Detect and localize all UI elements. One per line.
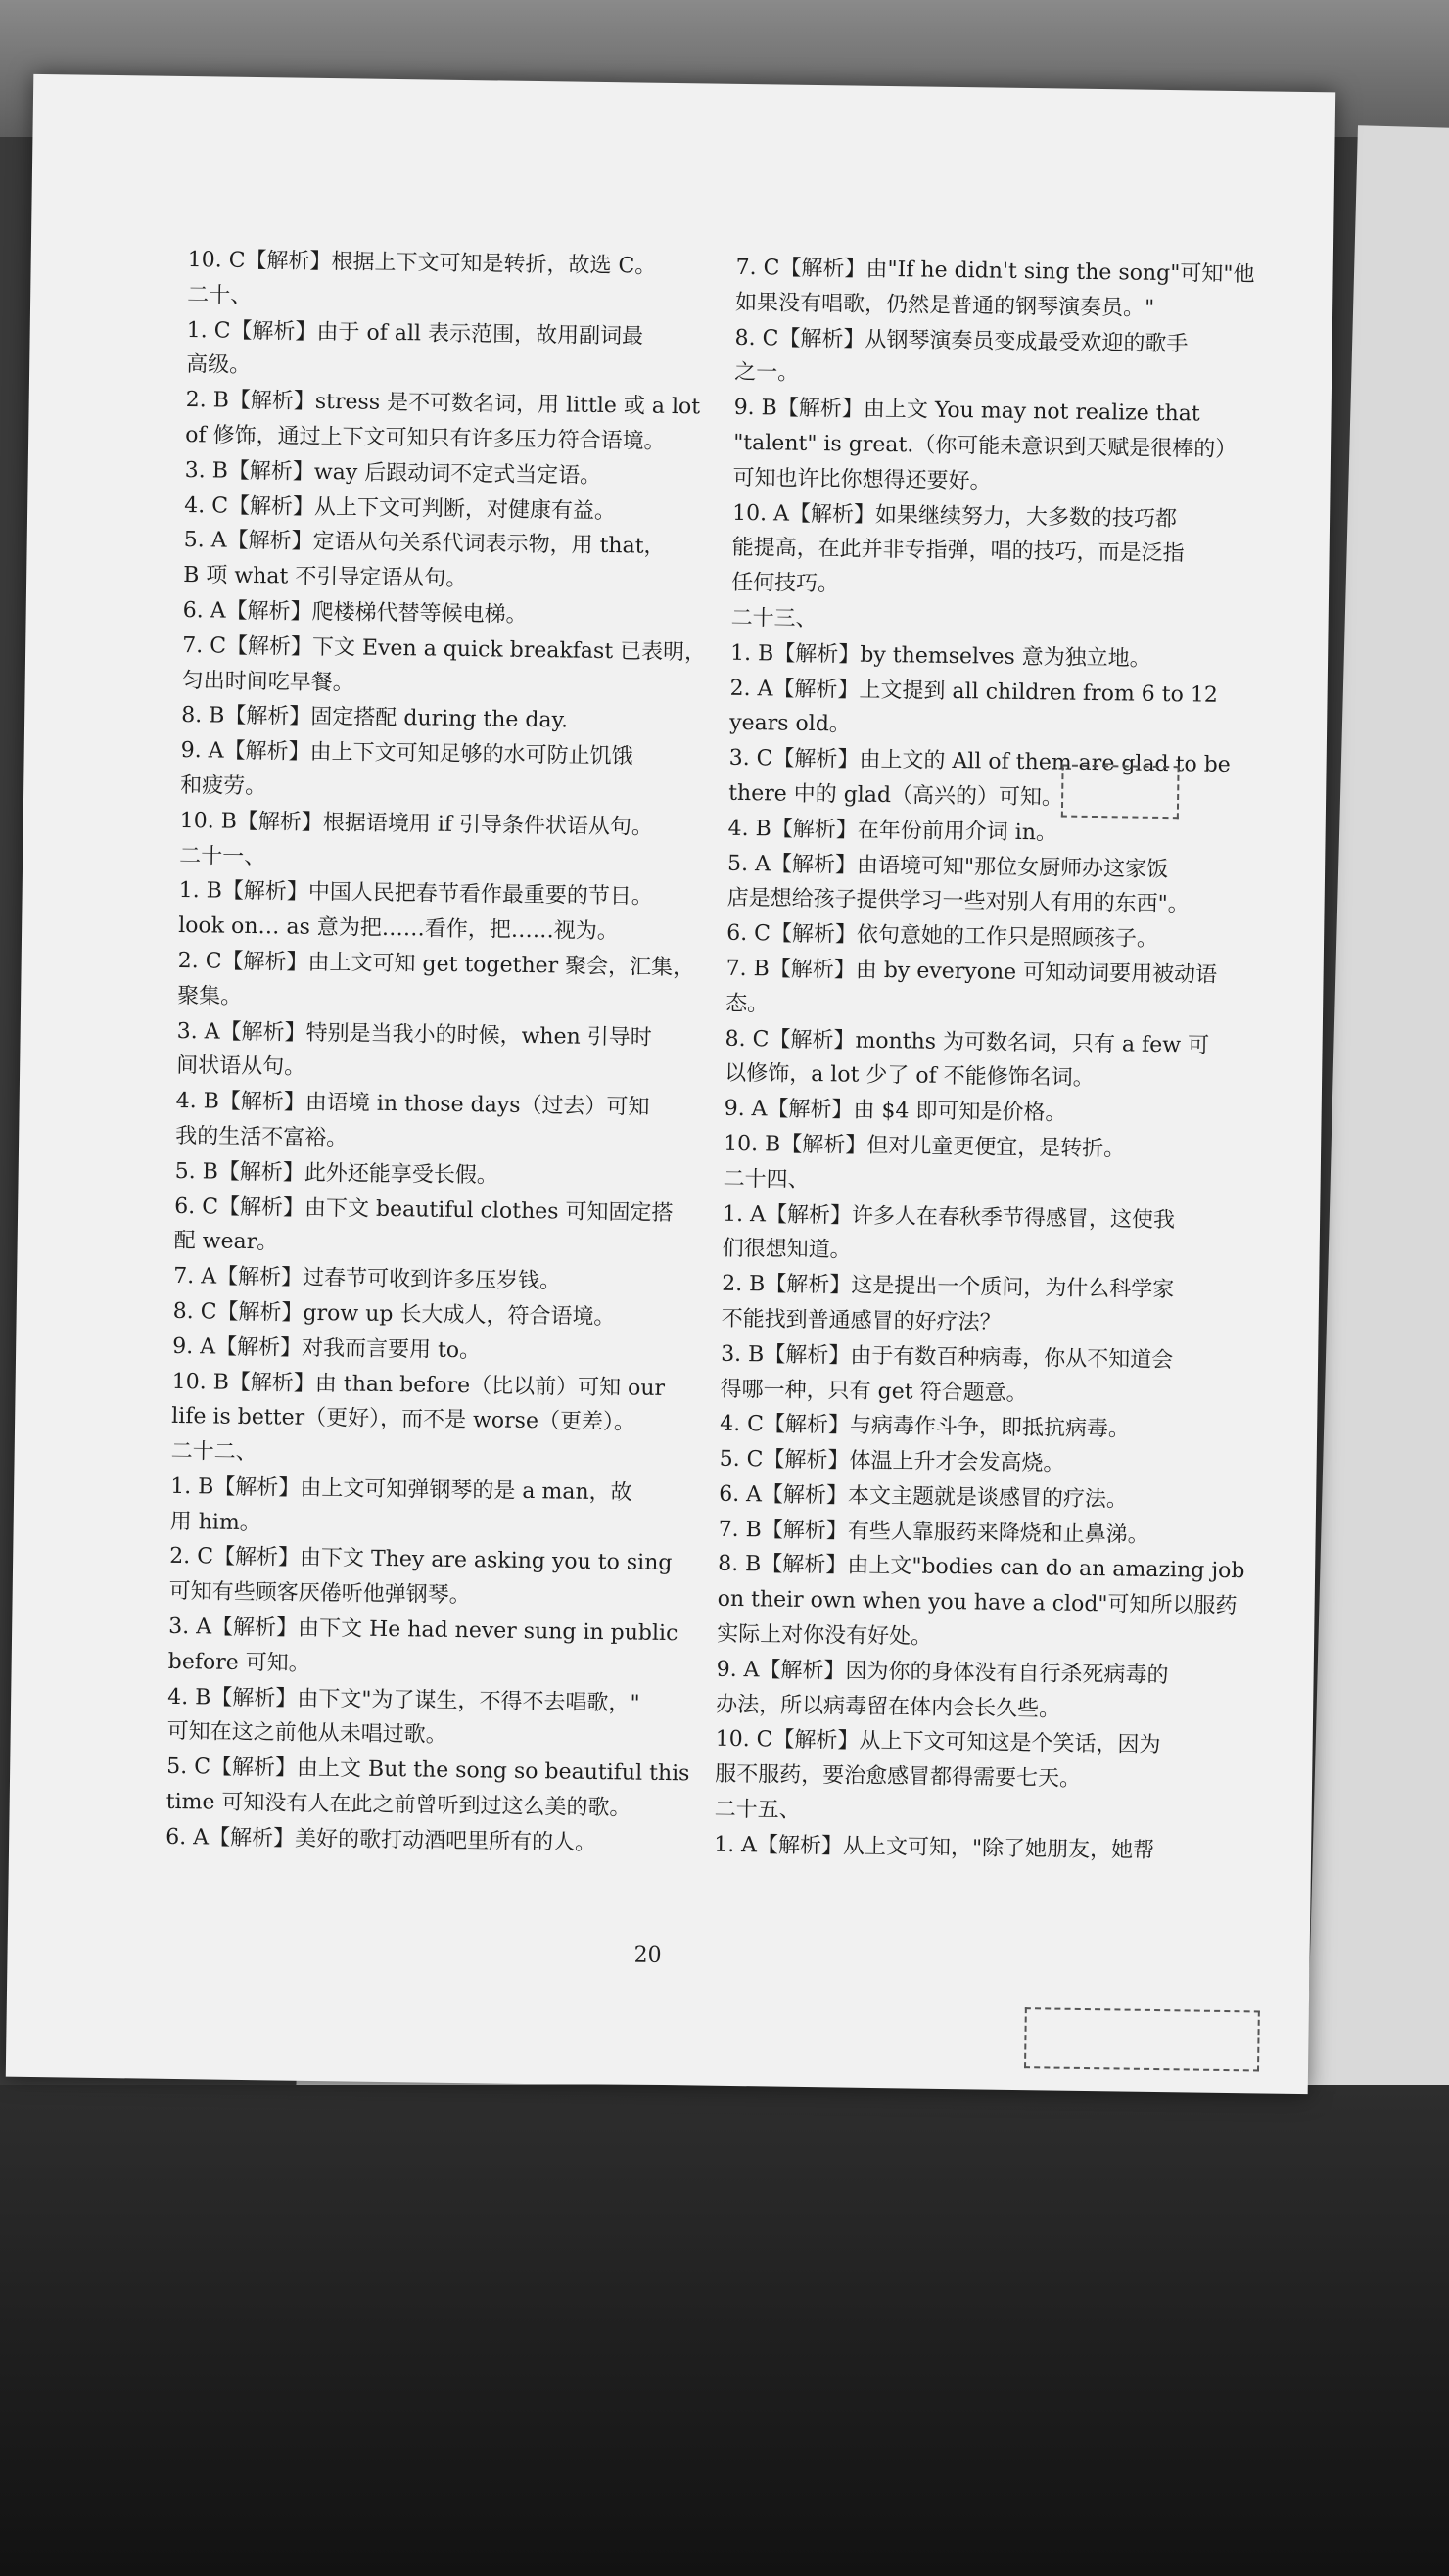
text-line: 如果没有唱歌，仍然是普通的钢琴演奏员。": [734, 290, 1155, 321]
text-line: 8. C【解析】从钢琴演奏员变成最受欢迎的歌手: [734, 325, 1189, 356]
text-line: of 修饰，通过上下文可知只有许多压力符合语境。: [185, 422, 666, 454]
text-line: 能提高，在此并非专指弹，唱的技巧，而是泛指: [731, 536, 1185, 567]
text-line: B 项 what 不引导定语从句。: [183, 563, 468, 592]
text-line: "talent" is great.（你可能未意识到天赋是很棒的）: [732, 430, 1238, 462]
text-line: 二十五、: [714, 1797, 801, 1823]
text-line: 4. B【解析】在年份前用介词 in。: [727, 816, 1058, 846]
text-line: 服不服药，要治愈感冒都得需要七天。: [714, 1761, 1082, 1793]
text-line: 可知有些顾客厌倦听他弹钢琴。: [168, 1579, 471, 1609]
text-line: 8. B【解析】由上文"bodies can do an amazing job: [717, 1552, 1245, 1584]
text-line: there 中的 glad（高兴的）可知。: [727, 780, 1064, 811]
text-line: 4. B【解析】由下文"为了谋生，不得不去唱歌，": [167, 1684, 640, 1716]
text-line: 得哪一种，只有 get 符合题意。: [720, 1377, 1028, 1406]
text-line: 3. B【解析】由于有数百种病毒，你从不知道会: [720, 1341, 1174, 1373]
text-line: 5. C【解析】体温上升才会发高烧。: [719, 1446, 1065, 1476]
text-line: 6. C【解析】由下文 beautiful clothes 可知固定搭: [174, 1194, 674, 1226]
text-line: 2. B【解析】stress 是不可数名词，用 little 或 a lot: [185, 388, 701, 420]
text-line: 任何技巧。: [730, 570, 840, 597]
text-line: 2. A【解析】上文提到 all children from 6 to 12: [729, 676, 1219, 708]
text-line: time 可知没有人在此之前曾听到过这么美的歌。: [165, 1789, 631, 1821]
text-line: 6. C【解析】依句意她的工作只是照顾孩子。: [725, 920, 1159, 953]
text-line: 8. C【解析】months 为可数名词，只有 a few 可: [724, 1026, 1210, 1058]
text-line: 1. B【解析】中国人民把春节看作最重要的节日。: [178, 878, 653, 911]
text-line: 匀出时间吃早餐。: [181, 668, 354, 696]
text-line: 用 him。: [169, 1509, 261, 1535]
text-line: 7. B【解析】有些人靠服药来降烧和止鼻涕。: [718, 1517, 1149, 1548]
text-line: 5. C【解析】由上文 But the song so beautiful this: [166, 1755, 690, 1787]
text-line: 1. C【解析】由于 of all 表示范围，故用副词最: [186, 317, 644, 350]
text-line: 态。: [724, 991, 770, 1017]
text-line: 10. B【解析】根据语境用 if 引导条件状语从句。: [179, 808, 654, 840]
text-line: 3. C【解析】由上文的 All of them are glad to be: [728, 745, 1231, 778]
text-line: 7. C【解析】下文 Even a quick breakfast 已表明，: [182, 632, 707, 666]
text-line: 2. B【解析】这是提出一个质问，为什么科学家: [721, 1271, 1175, 1303]
text-line: 1. A【解析】许多人在春秋季节得感冒，这使我: [722, 1201, 1176, 1233]
text-line: life is better（更好），而不是 worse（更差）。: [171, 1404, 636, 1435]
text-line: 2. C【解析】由下文 They are asking you to sing: [169, 1544, 673, 1576]
text-line: 我的生活不富裕。: [175, 1123, 349, 1151]
text-line: look on… as 意为把……看作，把……视为。: [178, 913, 620, 945]
text-line: 5. A【解析】定语从句关系代词表示物，用 that，: [183, 528, 666, 560]
text-line: 和疲劳。: [180, 773, 267, 800]
text-line: 2. C【解析】由上文可知 get together 聚会，汇集，: [177, 948, 695, 981]
text-line: 二十一、: [179, 843, 266, 869]
text-line: 10. A【解析】如果继续努力，大多数的技巧都: [731, 500, 1178, 532]
text-line: 8. B【解析】固定搭配 during the day.: [181, 703, 569, 733]
text-line: 9. A【解析】因为你的身体没有自行杀死病毒的: [716, 1657, 1169, 1689]
text-line: before 可知。: [167, 1649, 310, 1676]
text-line: 10. C【解析】根据上下文可知是转折，故选 C。: [187, 248, 657, 279]
text-line: 3. B【解析】way 后跟动词不定式当定语。: [184, 457, 602, 489]
watermark-stamp: [1024, 2007, 1260, 2071]
text-line: 聚集。: [177, 983, 243, 1009]
text-line: 7. A【解析】过春节可收到许多压岁钱。: [173, 1264, 562, 1294]
text-line: 二十三、: [730, 605, 818, 632]
text-line: 5. B【解析】此外还能享受长假。: [174, 1158, 499, 1189]
text-line: 二十、: [187, 282, 253, 308]
text-line: 们很想知道。: [722, 1237, 852, 1263]
text-line: 不能找到普通感冒的好疗法？: [721, 1306, 1002, 1335]
text-line: 3. A【解析】特别是当我小的时候，when 引导时: [176, 1018, 652, 1051]
text-line: 10. B【解析】但对儿童更便宜，是转折。: [723, 1131, 1126, 1162]
background-bottom: [0, 2085, 1449, 2576]
text-line: 办法，所以病毒留在体内会长久些。: [715, 1692, 1061, 1722]
text-line: 以修饰，a lot 少了 of 不能修饰名词。: [724, 1061, 1095, 1092]
stamp-mark: [1061, 765, 1180, 820]
text-line: 1. B【解析】by themselves 意为独立地。: [729, 640, 1151, 672]
text-line: 1. B【解析】由上文可知弹钢琴的是 a man，故: [170, 1474, 632, 1506]
text-line: 实际上对你没有好处。: [716, 1621, 933, 1650]
text-line: 9. B【解析】由上文 You may not realize that: [733, 396, 1200, 427]
text-line: 6. A【解析】美好的歌打动酒吧里所有的人。: [165, 1824, 597, 1855]
text-line: 3. A【解析】由下文 He had never sung in public: [168, 1614, 678, 1647]
text-line: 可知在这之前他从未唱过歌。: [166, 1719, 447, 1749]
text-line: 二十四、: [723, 1166, 810, 1193]
text-line: 4. B【解析】由语境 in those days（过去）可知: [175, 1089, 650, 1120]
page-number: 20: [633, 1943, 662, 1968]
text-line: 8. C【解析】grow up 长大成人，符合语境。: [172, 1298, 616, 1331]
text-line: 1. A【解析】从上文可知，"除了她朋友，她帮: [713, 1832, 1155, 1863]
text-line: 店是想给孩子提供学习一些对别人有用的东西"。: [726, 886, 1190, 917]
text-line: 6. A【解析】爬楼梯代替等候电梯。: [182, 597, 528, 628]
left-column: [165, 243, 707, 1862]
text-line: on their own when you have a clod"可知所以服药: [717, 1586, 1238, 1619]
text-line: 10. B【解析】由 than before（比以前）可知 our: [171, 1369, 666, 1401]
text-line: 6. A【解析】本文主题就是谈感冒的疗法。: [718, 1481, 1129, 1513]
text-line: 10. C【解析】从上下文可知这是个笑话，因为: [715, 1727, 1161, 1758]
text-line: 4. C【解析】从上下文可判断，对健康有益。: [184, 492, 617, 524]
text-line: 9. A【解析】由上下文可知足够的水可防止饥饿: [180, 738, 633, 770]
text-line: 高级。: [186, 352, 252, 379]
text-line: 可知也许比你想得还要好。: [732, 465, 992, 494]
book-page: [6, 74, 1335, 2094]
text-line: 配 wear。: [173, 1229, 279, 1255]
text-line: years old。: [728, 711, 852, 737]
text-line: 之一。: [733, 360, 800, 387]
text-line: 9. A【解析】对我而言要用 to。: [172, 1334, 482, 1364]
text-line: 7. B【解析】由 by everyone 可知动词要用被动语: [725, 956, 1218, 988]
right-column: [714, 251, 1285, 1870]
text-line: 9. A【解析】由 $4 即可知是价格。: [724, 1096, 1067, 1126]
text-line: 间状语从句。: [176, 1054, 306, 1081]
text-line: 7. C【解析】由"If he didn't sing the song"可知"他: [735, 255, 1255, 288]
text-line: 5. A【解析】由语境可知"那位女厨师办这家饭: [726, 851, 1169, 882]
text-line: 4. C【解析】与病毒作斗争，即抵抗病毒。: [719, 1412, 1131, 1442]
text-line: 二十二、: [170, 1439, 257, 1466]
